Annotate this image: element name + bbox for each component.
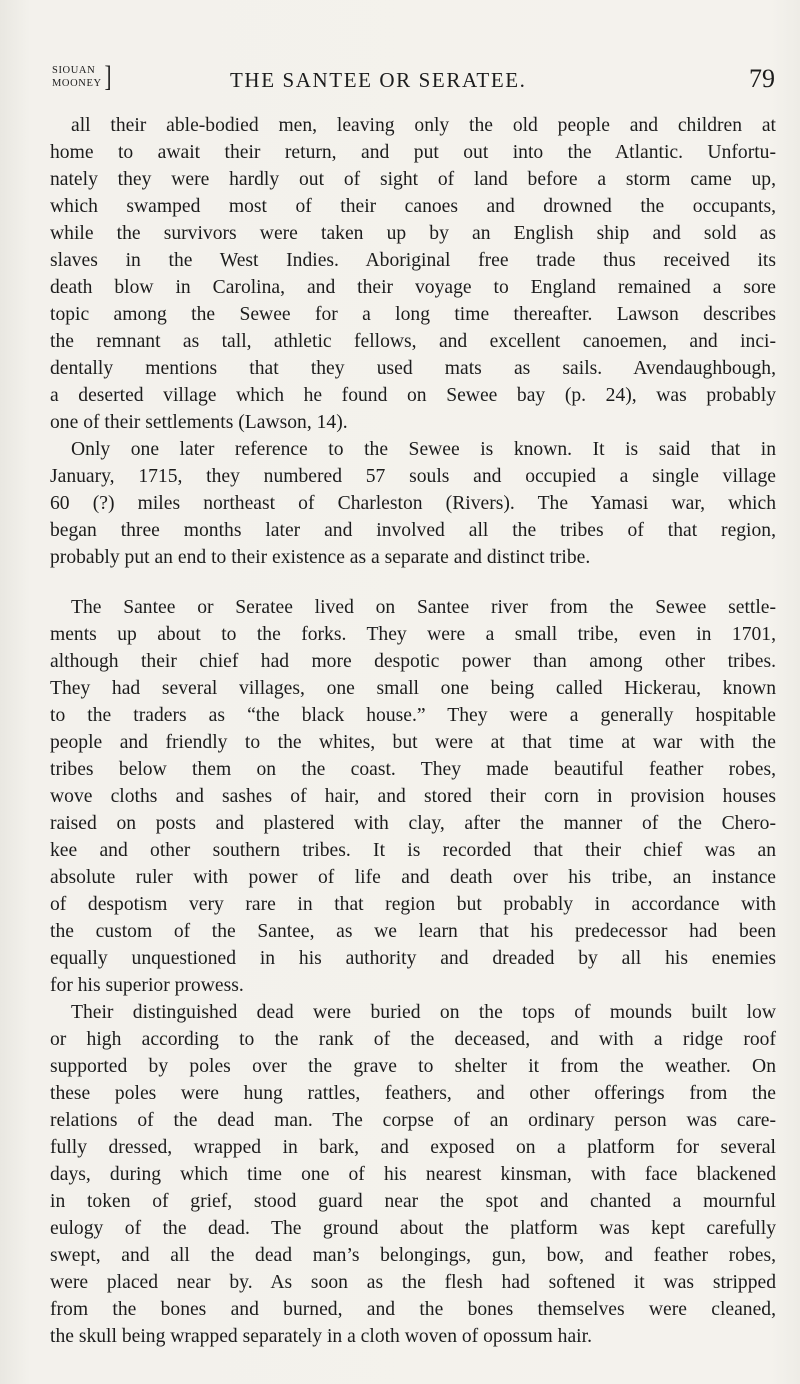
text-line: the skull being wrapped separately in a cloth woven of opossum hair. xyxy=(50,1326,592,1347)
text-line: or high according to the rank of the deceased, and with a ridge roof xyxy=(50,1029,776,1050)
paragraph xyxy=(50,112,776,436)
text-line: equally unquestioned in his authority and dreaded by all his enemies xyxy=(50,948,776,969)
text-line: nately they were hardly out of sight of land before a storm came up, xyxy=(50,169,776,190)
text-line: to the traders as “the black house.” They were a generally hospitable xyxy=(50,705,776,726)
text-line: Only one later reference to the Sewee is known. It is said that in xyxy=(71,439,776,460)
text-line: for his superior prowess. xyxy=(50,975,244,996)
text-line: although their chief had more despotic power than among other tribes. xyxy=(50,651,776,672)
text-line: Their distinguished dead were buried on the tops of mounds built low xyxy=(71,1002,776,1023)
text-line: tribes below them on the coast. They made beautiful feather robes, xyxy=(50,759,776,780)
text-line: the remnant as tall, athletic fellows, and excellent canoemen, and inci- xyxy=(50,331,776,352)
text-line: of despotism very rare in that region but probably in accordance with xyxy=(50,894,776,915)
text-line: topic among the Sewee for a long time thereafter. Lawson describes xyxy=(50,304,776,325)
text-line: slaves in the West Indies. Aboriginal free trade thus received its xyxy=(50,250,776,271)
text-line: home to await their return, and put out into the Atlantic. Unfortu- xyxy=(50,142,776,163)
text-line: a deserted village which he found on Sewee bay (p. 24), was probably xyxy=(50,385,776,406)
text-line: The Santee or Seratee lived on Santee river from the Sewee settle- xyxy=(71,597,776,618)
text-line: while the survivors were taken up by an English ship and sold as xyxy=(50,223,776,244)
text-line: kee and other southern tribes. It is recorded that their chief was an xyxy=(50,840,776,861)
text-line: fully dressed, wrapped in bark, and exposed on a platform for several xyxy=(50,1137,776,1158)
text-line: which swamped most of their canoes and drowned the occupants, xyxy=(50,196,776,217)
text-line: dentally mentions that they used mats as sails. Avendaughbough, xyxy=(50,358,776,379)
text-line: absolute ruler with power of life and death over his tribe, an instance xyxy=(50,867,776,888)
running-title: THE SANTEE OR SERATEE. xyxy=(230,68,527,92)
series-label: SIOUAN xyxy=(52,65,96,76)
text-line: 60 (?) miles northeast of Charleston (Rivers). The Yamasi war, which xyxy=(50,493,776,514)
paragraph xyxy=(50,436,776,571)
text-line: were placed near by. As soon as the flesh had softened it was stripped xyxy=(50,1272,776,1293)
text-line: these poles were hung rattles, feathers, and other offerings from the xyxy=(50,1083,776,1104)
text-line: wove cloths and sashes of hair, and stored their corn in provision houses xyxy=(50,786,776,807)
text-line: days, during which time one of his nearest kinsman, with face blackened xyxy=(50,1164,776,1185)
text-line: swept, and all the dead man’s belongings, gun, bow, and feather robes, xyxy=(50,1245,776,1266)
paragraph xyxy=(50,594,776,999)
text-line: from the bones and burned, and the bones themselves were cleaned, xyxy=(50,1299,776,1320)
text-line: ments up about to the forks. They were a small tribe, even in 1701, xyxy=(50,624,776,645)
author-citation xyxy=(52,60,113,93)
text-line: raised on posts and plastered with clay, after the manner of the Chero- xyxy=(50,813,776,834)
author-label: MOONEY xyxy=(52,78,102,89)
text-line: relations of the dead man. The corpse of an ordinary person was care- xyxy=(50,1110,776,1131)
text-line: January, 1715, they numbered 57 souls and occupied a single village xyxy=(50,466,776,487)
text-line: all their able-bodied men, leaving only the old people and children at xyxy=(71,115,776,136)
text-line: eulogy of the dead. The ground about the platform was kept carefully xyxy=(50,1218,776,1239)
text-line: began three months later and involved all the tribes of that region, xyxy=(50,520,776,541)
bracket-glyph: ] xyxy=(104,60,112,93)
text-line: in token of grief, stood guard near the spot and chanted a mournful xyxy=(50,1191,776,1212)
text-line: people and friendly to the whites, but were at that time at war with the xyxy=(50,732,776,753)
text-line: supported by poles over the grave to shelter it from the weather. On xyxy=(50,1056,776,1077)
body-text xyxy=(50,112,776,1350)
text-line: probably put an end to their existence as a separate and distinct tribe. xyxy=(50,547,591,568)
running-header xyxy=(50,58,775,104)
paragraph xyxy=(50,999,776,1350)
paragraph-gap xyxy=(50,571,776,594)
page-number: 79 xyxy=(749,64,775,93)
text-line: the custom of the Santee, as we learn that his predecessor had been xyxy=(50,921,776,942)
text-line: They had several villages, one small one being called Hickerau, known xyxy=(50,678,776,699)
text-line: death blow in Carolina, and their voyage to England remained a sore xyxy=(50,277,776,298)
text-line: one of their settlements (Lawson, 14). xyxy=(50,412,348,433)
